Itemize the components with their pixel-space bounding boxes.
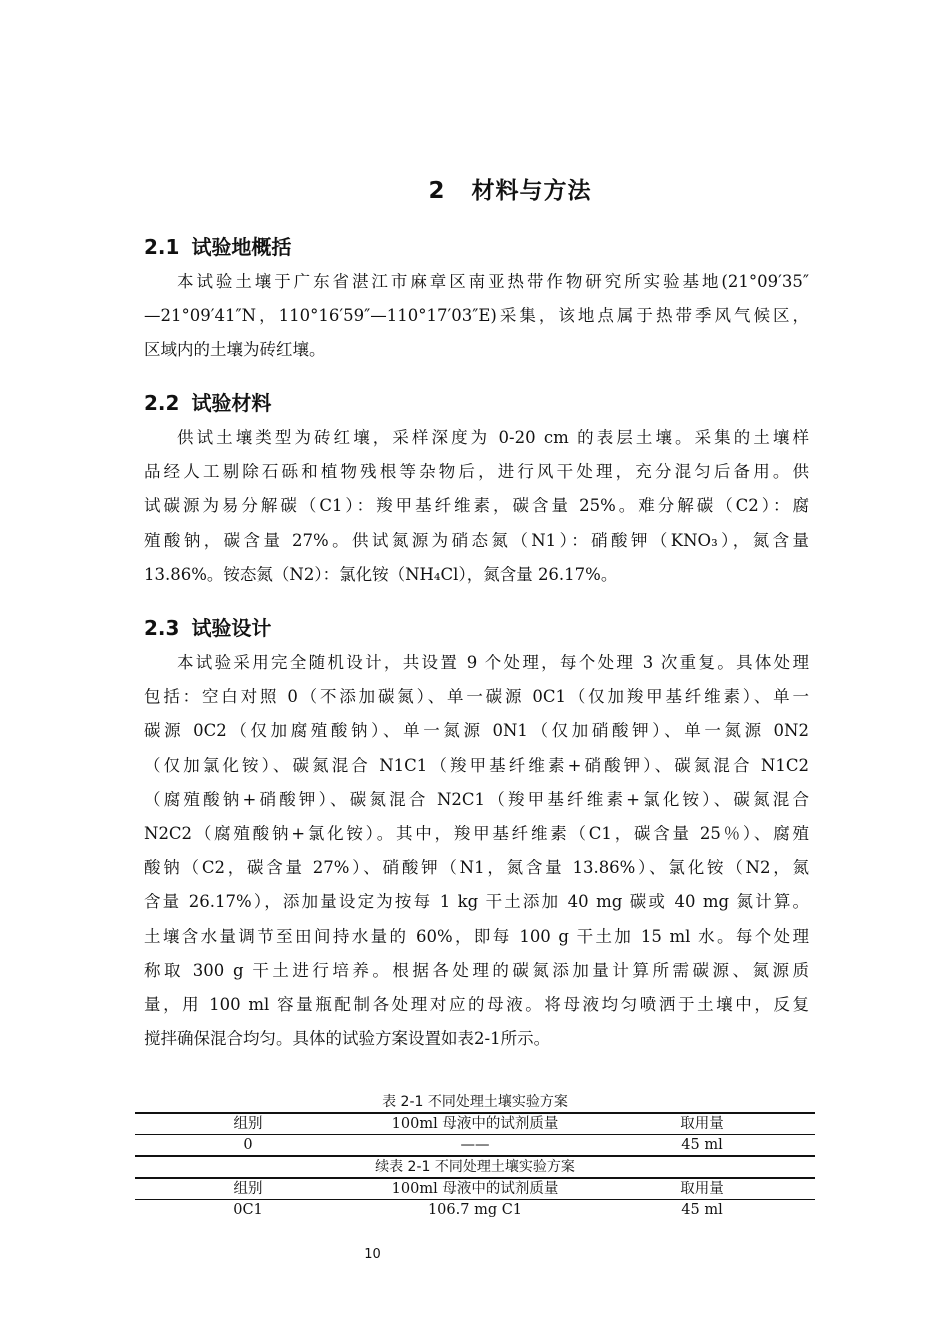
section-number: 2.3 <box>144 616 180 640</box>
section-heading-2-2 <box>144 387 271 416</box>
paragraph-site-overview <box>144 265 809 368</box>
text-line: N2C2（腐殖酸钠+氯化铵）。其中，羧甲基纤维素（C1，碳含量 25％）、腐殖 <box>144 823 809 843</box>
section-title: 试验材料 <box>191 391 272 415</box>
text-line: 酸钠（C2，碳含量 27%）、硝酸钾（N1，氮含量 13.86%）、氯化铵（N2，氮 <box>144 858 809 878</box>
text-line: —21°09′41″N，110°16′59″—110°17′03″E)采集，该地点属于热带季风气候区， <box>144 306 809 326</box>
section-heading-2-1 <box>144 231 291 260</box>
table-cell: 0C1 <box>233 1202 263 1218</box>
text-line: 量，用 100 ml 容量瓶配制各处理对应的母液。将母液均匀喷洒于土壤中，反复 <box>144 994 809 1014</box>
text-line: 13.86%。铵态氮（N2）：氯化铵（NH₄Cl），氮含量 26.17%。 <box>144 564 618 584</box>
text-line: 本试验采用完全随机设计，共设置 9 个处理，每个处理 3 次重复。具体处理 <box>177 653 809 672</box>
table-cell: —— <box>460 1137 490 1153</box>
column-header: 取用量 <box>680 1181 724 1197</box>
table-cell: 0 <box>243 1137 253 1153</box>
text-line: 土壤含水量调节至田间持水量的 60%，即每 100 g 干土加 15 ml 水。每个处理 <box>144 926 809 946</box>
column-header: 取用量 <box>680 1116 724 1132</box>
text-line: 品经人工剔除石砾和植物残根等杂物后，进行风干处理，充分混匀后备用。供 <box>144 462 809 482</box>
text-line: 称取 300 g 干土进行培养。根据各处理的碳氮添加量计算所需碳源、氮源质 <box>144 960 809 980</box>
text-line: 搅拌确保混合均匀。具体的试验方案设置如表2-1所示。 <box>144 1029 551 1049</box>
chapter-title <box>0 172 950 205</box>
section-title: 试验地概括 <box>191 235 292 259</box>
text-line: 包括：空白对照 0（不添加碳氮）、单一碳源 0C1（仅加羧甲基纤维素）、单一 <box>144 687 809 707</box>
text-line: 区域内的土壤为砖红壤。 <box>144 340 326 360</box>
text-line: 本试验土壤于广东省湛江市麻章区南亚热带作物研究所实验基地(21°09′35″ <box>177 272 809 291</box>
text-line: 试碳源为易分解碳（C1）：羧甲基纤维素，碳含量 25%。难分解碳（C2）：腐 <box>144 496 809 516</box>
experiment-table <box>135 1092 815 1220</box>
table-row <box>135 1135 815 1155</box>
section-number: 2.2 <box>144 391 180 415</box>
table-cell: 106.7 mg C1 <box>427 1202 523 1218</box>
chapter-number: 2 <box>428 178 446 204</box>
column-header: 组别 <box>233 1181 263 1197</box>
section-number: 2.1 <box>144 235 180 259</box>
table-cell: 45 ml <box>681 1202 723 1218</box>
text-line: 殖酸钠，碳含量 27%。供试氮源为硝态氮（N1）：硝酸钾（KNO₃），氮含量 <box>144 530 809 550</box>
column-header: 100ml 母液中的试剂质量 <box>391 1181 559 1197</box>
paragraph-materials <box>144 421 809 592</box>
page-number: 10 <box>364 1247 381 1262</box>
section-heading-2-3 <box>144 612 271 641</box>
text-line: （仅加氯化铵）、碳氮混合 N1C1（羧甲基纤维素+硝酸钾）、碳氮混合 N1C2 <box>144 755 809 775</box>
table-header-row <box>135 1179 815 1199</box>
section-title: 试验设计 <box>191 616 272 640</box>
chapter-title-text: 材料与方法 <box>471 178 592 204</box>
column-header: 组别 <box>233 1116 263 1132</box>
text-line: （腐殖酸钠+硝酸钾）、碳氮混合 N2C1（羧甲基纤维素+氯化铵）、碳氮混合 <box>144 789 809 809</box>
table-cell: 45 ml <box>681 1137 723 1153</box>
text-line: 含量 26.17%），添加量设定为按每 1 kg 干土添加 40 mg 碳或 40 mg 氮计算。 <box>144 892 809 912</box>
table-header-row <box>135 1114 815 1134</box>
table-continued-caption: 续表 2-1 不同处理土壤实验方案 <box>375 1159 575 1175</box>
column-header: 100ml 母液中的试剂质量 <box>391 1116 559 1132</box>
text-line: 碳源 0C2（仅加腐殖酸钠）、单一氮源 0N1（仅加硝酸钾）、单一氮源 0N2 <box>144 721 809 741</box>
table-caption: 表 2-1 不同处理土壤实验方案 <box>382 1094 568 1110</box>
text-line: 供试土壤类型为砖红壤，采样深度为 0-20 cm 的表层土壤。采集的土壤样 <box>177 428 809 447</box>
table-row <box>135 1200 815 1220</box>
paragraph-design <box>144 646 809 1056</box>
